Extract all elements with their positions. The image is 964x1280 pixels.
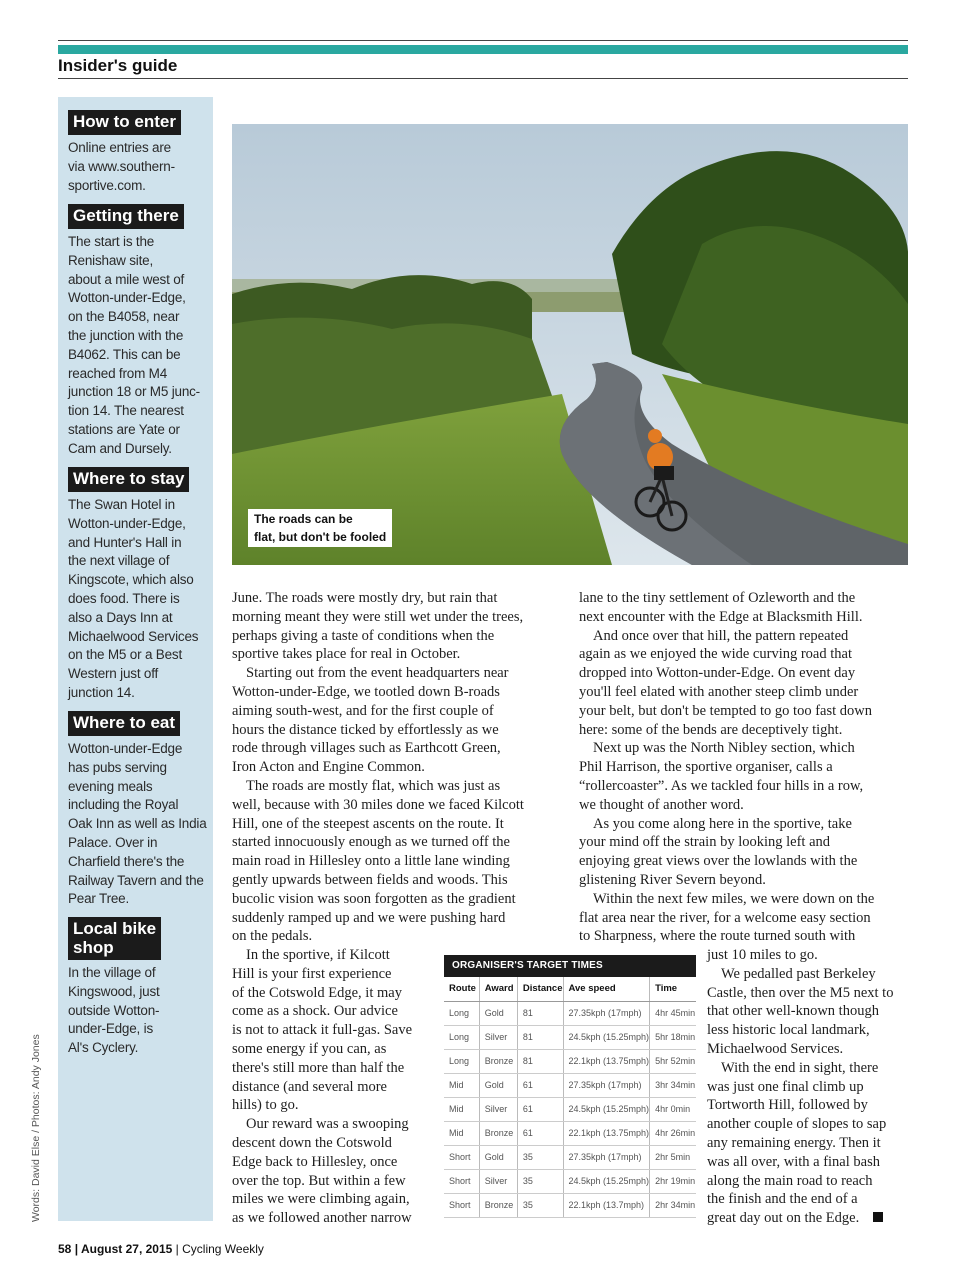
where-to-stay-text: The Swan Hotel in Wotton-under-Edge, and Hunter's Hall in the next village of Kingscote, which also does food. There is also a Days Inn at Michaelwood Services on the M5 or a Best Western just off junction 14. xyxy=(68,497,199,700)
table-cell: 4hr 45min xyxy=(650,1001,696,1025)
table-header-row xyxy=(444,977,696,1001)
paragraph: With the end in sight, there was just one final climb up Tortworth Hill, followed by another couple of slopes to sap any remaining energy. Then it was all over, with a final bash along the main road to reach the finish and the end of a great day out on the Edge. xyxy=(707,1059,887,1227)
how-to-enter-text: Online entries are via www.southern- sportive.com. xyxy=(68,140,175,193)
where-to-stay-heading: Where to stay xyxy=(68,467,189,492)
table-cell: Bronze xyxy=(479,1193,517,1217)
column-header: Award xyxy=(479,977,517,1001)
table-cell: Long xyxy=(444,1049,479,1073)
where-to-eat-heading: Where to eat xyxy=(68,711,180,736)
column-header: Route xyxy=(444,977,479,1001)
table-row xyxy=(444,1025,696,1049)
table-row xyxy=(444,1001,696,1025)
table-cell: Mid xyxy=(444,1073,479,1097)
top-rule xyxy=(58,40,908,41)
getting-there-heading: Getting there xyxy=(68,204,184,229)
table-cell: 61 xyxy=(517,1121,563,1145)
table-cell: 2hr 34min xyxy=(650,1193,696,1217)
table-cell: 35 xyxy=(517,1169,563,1193)
table-cell: Long xyxy=(444,1025,479,1049)
table-row xyxy=(444,1073,696,1097)
cyclist-on-lane-image xyxy=(232,124,908,565)
table-cell: 5hr 18min xyxy=(650,1025,696,1049)
table-row xyxy=(444,1121,696,1145)
magazine-name: Cycling Weekly xyxy=(182,1242,264,1256)
column-header: Distance xyxy=(517,977,563,1001)
paragraph: Our reward was a swooping descent down the Cotswold Edge back to Hillesley, once over the top. But within a few miles we were climbing again, as we followed another narrow xyxy=(232,1116,412,1227)
table-cell: 81 xyxy=(517,1001,563,1025)
page-footer: 58 | August 27, 2015 | Cycling Weekly xyxy=(58,1242,264,1256)
table-cell: Silver xyxy=(479,1169,517,1193)
landscape-photo xyxy=(232,124,908,565)
target-times-box xyxy=(444,955,696,1221)
photo-caption: The roads can be flat, but don't be fooled xyxy=(248,509,392,547)
table-cell: Bronze xyxy=(479,1049,517,1073)
table-cell: 27.35kph (17mph) xyxy=(563,1001,650,1025)
table-row xyxy=(444,1145,696,1169)
article-column-1-narrow xyxy=(232,946,437,1228)
page-number: 58 xyxy=(58,1242,72,1256)
column-header: Ave speed xyxy=(563,977,650,1001)
table-cell: 24.5kph (15.25mph) xyxy=(563,1097,650,1121)
table-cell: 61 xyxy=(517,1073,563,1097)
table-cell: 24.5kph (15.25mph) xyxy=(563,1025,650,1049)
table-cell: 81 xyxy=(517,1049,563,1073)
table-cell: 35 xyxy=(517,1193,563,1217)
table-cell: 22.1kph (13.75mph) xyxy=(563,1121,650,1145)
column-header: Time xyxy=(650,977,696,1001)
table-cell: 22.1kph (13.75mph) xyxy=(563,1049,650,1073)
paragraph: We pedalled past Berkeley Castle, then over the M5 next to that other well-known though less historic local landmark, Michaelwood Services. xyxy=(707,965,894,1057)
paragraph: just 10 miles to go. xyxy=(707,947,818,963)
teal-header-bar xyxy=(58,45,908,54)
how-to-enter-heading: How to enter xyxy=(68,110,181,135)
table-cell: Short xyxy=(444,1193,479,1217)
paragraph: And once over that hill, the pattern repeated again as we enjoyed the wide curving road that dropped into Wotton-under-Edge. On event day you'll feel elated with another steep climb under your belt, but don't be tempted to go too fast down here: some of the bends are deceptively tight. xyxy=(579,627,872,738)
table-cell: 27.35kph (17mph) xyxy=(563,1073,650,1097)
table-cell: Mid xyxy=(444,1121,479,1145)
table-cell: 4hr 0min xyxy=(650,1097,696,1121)
table-cell: Gold xyxy=(479,1073,517,1097)
table-cell: 61 xyxy=(517,1097,563,1121)
table-cell: 2hr 5min xyxy=(650,1145,696,1169)
table-cell: 4hr 26min xyxy=(650,1121,696,1145)
paragraph: The roads are mostly flat, which was just as well, because with 30 miles done we faced Kilcott Hill, one of the steepest ascents on the route. It started innocuously enough as we turned off the main road in Hillesley onto a little lane winding gently upwards between fields and woods. This bucolic vision was soon forgotten as the gradient suddenly ramped up and we were pushing hard on the pedals. xyxy=(232,777,524,945)
table-cell: 2hr 19min xyxy=(650,1169,696,1193)
paragraph: Within the next few miles, we were down on the flat area near the river, for a welcome easy section to Sharpness, where the route turned south with xyxy=(579,890,875,945)
target-times-table xyxy=(444,977,696,1218)
article-column-2 xyxy=(579,589,911,946)
section-title: Insider's guide xyxy=(58,56,178,75)
paragraph: June. The roads were mostly dry, but rain that morning meant they were still wet under the trees, perhaps giving a taste of conditions when the sportive takes place for real in October. xyxy=(232,590,524,663)
table-cell: Short xyxy=(444,1169,479,1193)
table-row xyxy=(444,1049,696,1073)
table-cell: Silver xyxy=(479,1025,517,1049)
table-row xyxy=(444,1193,696,1217)
paragraph: As you come along here in the sportive, take your mind off the strain by looking left and enjoying great views over the lowlands with the glistening River Severn beyond. xyxy=(579,815,858,888)
table-cell: 24.5kph (15.25mph) xyxy=(563,1169,650,1193)
getting-there-text: The start is the Renishaw site, about a mile west of Wotton-under-Edge, on the B4058, near the junction with the B4062. This can be reached from M4 junction 18 or M5 junc- tion 14. The nearest stations are Yate or Cam and Dursely. xyxy=(68,234,200,456)
photo-credit: Words: David Else / Photos: Andy Jones xyxy=(30,1034,42,1222)
local-bike-shop-heading: Local bike shop xyxy=(68,917,161,960)
table-cell: Bronze xyxy=(479,1121,517,1145)
local-bike-shop-text: In the village of Kingswood, just outside Wotton- under-Edge, is Al's Cyclery. xyxy=(68,965,160,1056)
table-cell: 3hr 34min xyxy=(650,1073,696,1097)
table-cell: Short xyxy=(444,1145,479,1169)
table-cell: Gold xyxy=(479,1145,517,1169)
table-cell: Long xyxy=(444,1001,479,1025)
table-cell: 22.1kph (13.7mph) xyxy=(563,1193,650,1217)
table-cell: 5hr 52min xyxy=(650,1049,696,1073)
table-cell: Mid xyxy=(444,1097,479,1121)
table-cell: Gold xyxy=(479,1001,517,1025)
target-times-title: ORGANISER'S TARGET TIMES xyxy=(444,955,696,977)
table-row xyxy=(444,1097,696,1121)
article-column-2-narrow xyxy=(707,946,911,1228)
table-cell: 27.35kph (17mph) xyxy=(563,1145,650,1169)
paragraph: lane to the tiny settlement of Ozleworth and the next encounter with the Edge at Blacksmith Hill. xyxy=(579,590,863,625)
end-of-article-mark xyxy=(873,1212,883,1222)
table-row xyxy=(444,1169,696,1193)
issue-date: August 27, 2015 xyxy=(80,1242,173,1256)
paragraph: Next up was the North Nibley section, which Phil Harrison, the sportive organiser, calls a “rollercoaster”. As we tackled four hills in a row, we thought of another word. xyxy=(579,740,864,813)
where-to-eat-text: Wotton-under-Edge has pubs serving evening meals including the Royal Oak Inn as well as India Palace. Over in Charfield there's the Railway Tavern and the Pear Tree. xyxy=(68,741,207,907)
article-column-1 xyxy=(232,589,568,946)
section-rule xyxy=(58,78,908,79)
table-cell: Silver xyxy=(479,1097,517,1121)
table-cell: 81 xyxy=(517,1025,563,1049)
paragraph: In the sportive, if Kilcott Hill is your first experience of the Cotswold Edge, it may come as a shock. Our advice is not to attack it full-gas. Save some energy if you can, as there's still more than half the distance (and several more hills) to go. xyxy=(232,947,413,1114)
paragraph: Starting out from the event headquarters near Wotton-under-Edge, we tootled down B-roads aiming south-west, and for the first couple of hours the distance ticked by effortlessly as we rode through villages such as Earthcott Green, Iron Acton and Engine Common. xyxy=(232,665,509,776)
table-cell: 35 xyxy=(517,1145,563,1169)
